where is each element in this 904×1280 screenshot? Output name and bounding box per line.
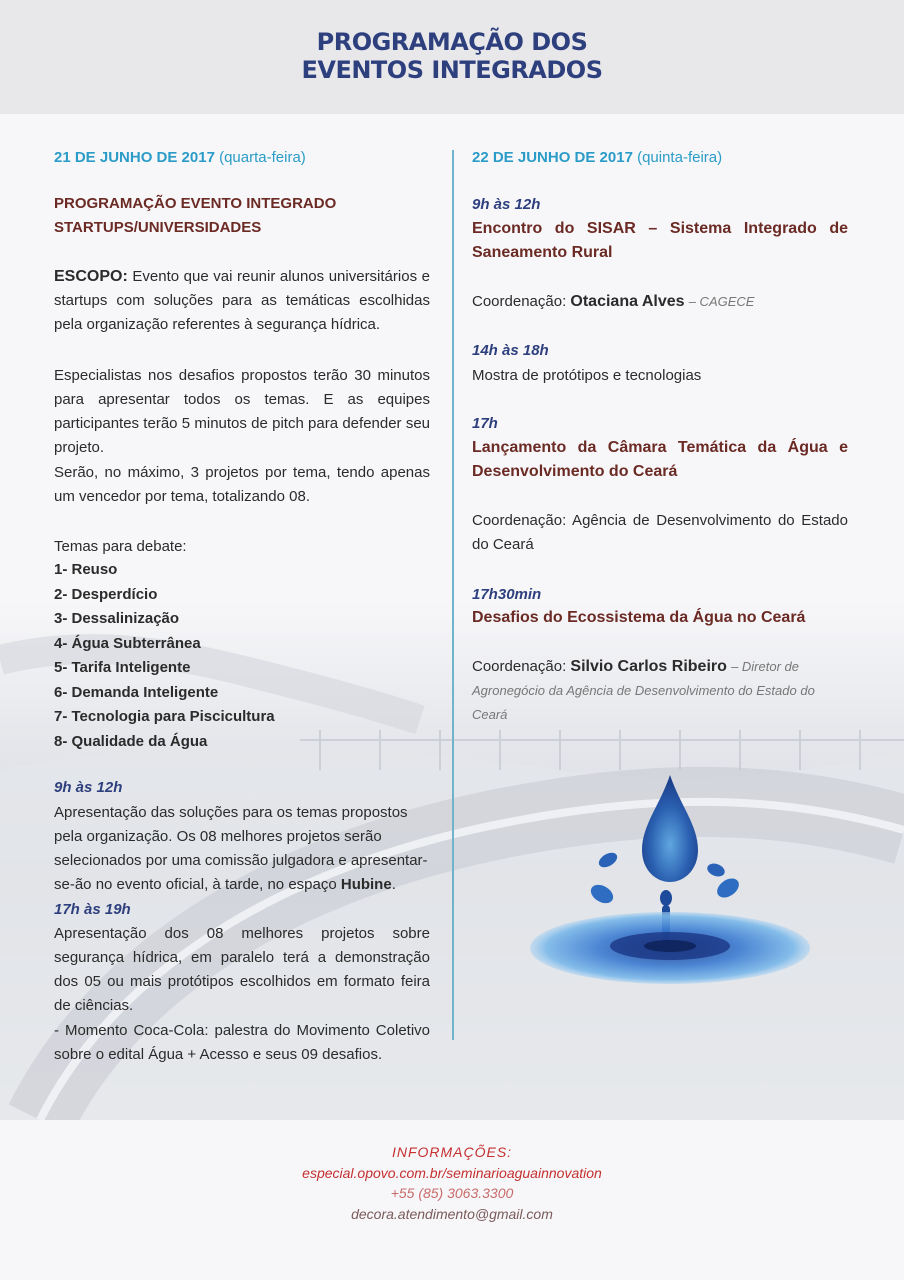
themes-list bbox=[54, 558, 275, 754]
event-3-title: Lançamento da Câmara Temática da Água e Desenvolvimento do Ceará bbox=[472, 439, 848, 480]
coca-cola-paragraph: - Momento Coca-Cola: palestra do Movimento Coletivo sobre o edital Água + Acesso e seus 09 desafios. bbox=[54, 1022, 430, 1063]
left-time-2-description: Apresentação dos 08 melhores projetos sobre segurança hídrica, em paralelo terá a demonstração dos 05 ou mais protótipos escolhidos em formato feira de ciências. bbox=[54, 925, 430, 1014]
page-title-line-1: PROGRAMAÇÃO DOS bbox=[316, 28, 588, 56]
scope-text: Evento que vai reunir alunos universitários e startups com soluções para as temáticas escolhidas pela organização referentes à segurança hídrica. bbox=[54, 268, 430, 333]
left-date-weekday: (quarta-feira) bbox=[219, 149, 306, 166]
right-date-text: 22 DE JUNHO DE 2017 bbox=[472, 149, 633, 166]
theme-item: 4- Água Subterrânea bbox=[54, 634, 201, 652]
left-time-1: 9h às 12h bbox=[54, 779, 123, 796]
left-time-1-end: . bbox=[391, 876, 396, 893]
theme-item: 8- Qualidade da Água bbox=[54, 732, 208, 750]
event-1-coord-name: Otaciana Alves bbox=[570, 293, 685, 310]
event-1-coordination bbox=[472, 290, 848, 314]
event-4-title: Desafios do Ecossistema da Água no Ceará bbox=[472, 609, 806, 626]
event-3-time: 17h bbox=[472, 415, 498, 432]
water-drop-icon bbox=[520, 770, 840, 1030]
header-banner bbox=[0, 0, 904, 114]
footer-email-link[interactable]: decora.atendimento@gmail.com bbox=[351, 1205, 553, 1222]
hubine-label: Hubine bbox=[340, 876, 392, 893]
projects-paragraph: Serão, no máximo, 3 projetos por tema, tendo apenas um vencedor por tema, totalizando 08. bbox=[54, 464, 430, 505]
theme-item: 2- Desperdício bbox=[54, 585, 158, 603]
themes-label: Temas para debate: bbox=[54, 538, 187, 555]
left-date-text: 21 DE JUNHO DE 2017 bbox=[54, 149, 215, 166]
water-drop-illustration bbox=[520, 770, 840, 1035]
right-date-weekday: (quinta-feira) bbox=[637, 149, 723, 166]
event-1-time: 9h às 12h bbox=[472, 196, 541, 213]
footer-title: INFORMAÇÕES: bbox=[391, 1144, 513, 1160]
event-2-text: Mostra de protótipos e tecnologias bbox=[472, 367, 702, 384]
theme-item: 6- Demanda Inteligente bbox=[54, 683, 219, 701]
left-time-2: 17h às 19h bbox=[54, 901, 131, 918]
event-4-coord-role-1: – Diretor de bbox=[731, 659, 799, 674]
column-divider bbox=[452, 150, 454, 1040]
event-1-title: Encontro do SISAR – Sistema Integrado de Saneamento Rural bbox=[472, 220, 848, 261]
event-2-time: 14h às 18h bbox=[472, 342, 549, 359]
theme-item: 5- Tarifa Inteligente bbox=[54, 659, 191, 676]
footer-website-link[interactable]: especial.opovo.com.br/seminarioaguainnovation bbox=[302, 1164, 602, 1181]
event-1-coord-label: Coordenação: bbox=[472, 293, 567, 310]
theme-item: 7- Tecnologia para Piscicultura bbox=[54, 708, 275, 725]
left-section-title-line-2: STARTUPS/UNIVERSIDADES bbox=[54, 219, 262, 236]
scope-paragraph bbox=[54, 265, 430, 337]
left-section-title bbox=[54, 192, 336, 240]
scope-label: ESCOPO: bbox=[54, 268, 128, 285]
event-4-coordination bbox=[472, 655, 852, 727]
left-date bbox=[54, 146, 306, 170]
event-1-coord-org: – CAGECE bbox=[688, 294, 755, 309]
right-date bbox=[472, 146, 722, 170]
footer-info bbox=[0, 1142, 904, 1224]
specialists-paragraph: Especialistas nos desafios propostos terão 30 minutos para apresentar todos os temas. E as equipes participantes terão 5 minutos de pitch para defender seu projeto. bbox=[54, 367, 430, 456]
event-4-time: 17h30min bbox=[472, 586, 542, 603]
event-3-coordination: Coordenação: Agência de Desenvolvimento do Estado do Ceará bbox=[472, 512, 848, 553]
theme-item: 3- Dessalinização bbox=[54, 610, 180, 627]
page-title bbox=[0, 28, 904, 84]
event-4-coord-name: Silvio Carlos Ribeiro bbox=[570, 658, 727, 675]
left-time-1-description bbox=[54, 801, 430, 897]
event-4-coord-role-2: Agronegócio da Agência de Desenvolvimento do Estado do Ceará bbox=[472, 683, 815, 722]
left-section-title-line-1: PROGRAMAÇÃO EVENTO INTEGRADO bbox=[54, 195, 337, 212]
footer-phone: +55 (85) 3063.3300 bbox=[390, 1185, 514, 1201]
page-title-line-2: EVENTOS INTEGRADOS bbox=[301, 56, 603, 84]
left-time-1-text: Apresentação das soluções para os temas propostos pela organização. Os 08 melhores projetos serão selecionados por uma comissão julgadora e apresentar-se-ão no evento oficial, à tarde, no espaço bbox=[54, 804, 428, 893]
theme-item: 1- Reuso bbox=[54, 561, 118, 578]
event-4-coord-label: Coordenação: bbox=[472, 658, 567, 675]
